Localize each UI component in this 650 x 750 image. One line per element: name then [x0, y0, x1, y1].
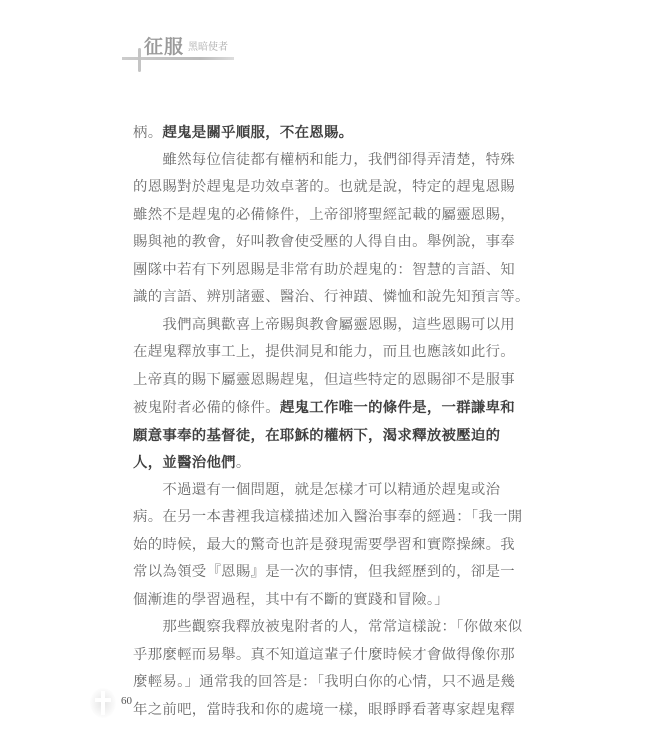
text-segment: 的恩賜對於趕鬼是功效卓著的。也就是說，特定的趕鬼恩賜: [133, 179, 515, 195]
page-number: 60: [121, 695, 132, 707]
text-line: [133, 394, 533, 422]
text-line: [133, 284, 533, 312]
text-segment: 上帝真的賜下屬靈恩賜趕鬼，但這些特定的恩賜卻不是服事: [133, 371, 515, 388]
text-segment: 雖然每位信徒都有權柄和能力，我們卻得弄清楚，特殊: [133, 151, 515, 168]
text-segment: 年之前吧，當時我和你的處境一樣，眼睜睜看著專家趕鬼釋: [133, 701, 515, 718]
text-line: [133, 339, 533, 367]
text-segment: 始的時候，最大的驚奇也許是發現需要學習和實際操練。我: [133, 536, 515, 553]
text-line: [133, 422, 533, 450]
text-line: [133, 367, 533, 395]
text-line: [133, 477, 533, 505]
bold-text-segment: 人，並醫治他們: [133, 454, 236, 471]
text-line: [133, 614, 533, 642]
cross-icon: [90, 688, 116, 718]
text-segment: 常以為領受『恩賜』是一次的事情，但我經歷到的，卻是一: [133, 564, 515, 580]
bold-text-segment: 願意事奉的基督徒，在耶穌的權柄下，渴求釋放被壓迫的: [133, 426, 501, 444]
text-line: [133, 669, 533, 697]
text-segment: 識的言語、辨別諸靈、醫治、行神蹟、憐恤和說先知預言等。: [133, 289, 530, 305]
text-line: [133, 532, 533, 560]
text-line: [133, 504, 533, 532]
running-header: [122, 30, 232, 72]
text-segment: 我們高興歡喜上帝賜與教會屬靈恩賜，這些恩賜可以用: [133, 316, 515, 333]
text-line: [133, 202, 533, 230]
text-segment: 柄。: [133, 125, 163, 141]
text-segment: 雖然不是趕鬼的必備條件，上帝卻將聖經記載的屬靈恩賜，: [133, 206, 515, 223]
book-title: 征服: [144, 36, 185, 58]
text-segment: 麼輕易。」通常我的回答是：「我明白你的心情，只不過是幾: [133, 674, 516, 690]
text-segment: 個漸進的學習過程，其中有不斷的實踐和冒險。」: [133, 591, 449, 608]
text-line: [133, 174, 533, 202]
text-line: [133, 312, 533, 340]
text-line: [133, 147, 533, 175]
text-segment: 乎那麼輕而易舉。真不知道這輩子什麼時候才會做得像你那: [133, 646, 515, 663]
text-line: [133, 559, 533, 587]
text-segment: 。: [235, 455, 251, 471]
text-segment: 那些觀察我釋放被鬼附者的人，常常這樣說：「你做來似: [133, 619, 523, 635]
text-line: [133, 257, 533, 285]
text-line: [133, 119, 533, 147]
text-segment: 不過還有一個問題，就是怎樣才可以精通於趕鬼或治: [133, 481, 501, 498]
text-segment: 在趕鬼釋放事工上，提供洞見和能力，而且也應該如此行。: [133, 344, 515, 360]
text-segment: 病。在另一本書裡我這樣描述加入醫治事奉的經過：「我一開: [133, 509, 523, 525]
text-segment: 團隊中若有下列恩賜是非常有助於趕鬼的：智慧的言語、知: [133, 261, 515, 278]
sword-guard-icon: [138, 48, 141, 72]
text-line: [133, 697, 533, 725]
bold-text-segment: 趕鬼工作唯一的條件是，一群謙卑和: [279, 399, 515, 416]
text-line: [133, 587, 533, 615]
text-segment: 賜與祂的教會，好叫教會使受壓的人得自由。舉例說，事奉: [133, 234, 515, 250]
text-line: [133, 229, 533, 257]
bold-text-segment: 趕鬼是關乎順服，不在恩賜。: [162, 124, 354, 141]
text-line: [133, 449, 533, 477]
book-subtitle: 黑暗使者: [188, 42, 228, 53]
text-segment: 被鬼附者必備的條件。: [133, 400, 280, 416]
text-line: [133, 642, 533, 670]
body-text: [133, 119, 533, 724]
